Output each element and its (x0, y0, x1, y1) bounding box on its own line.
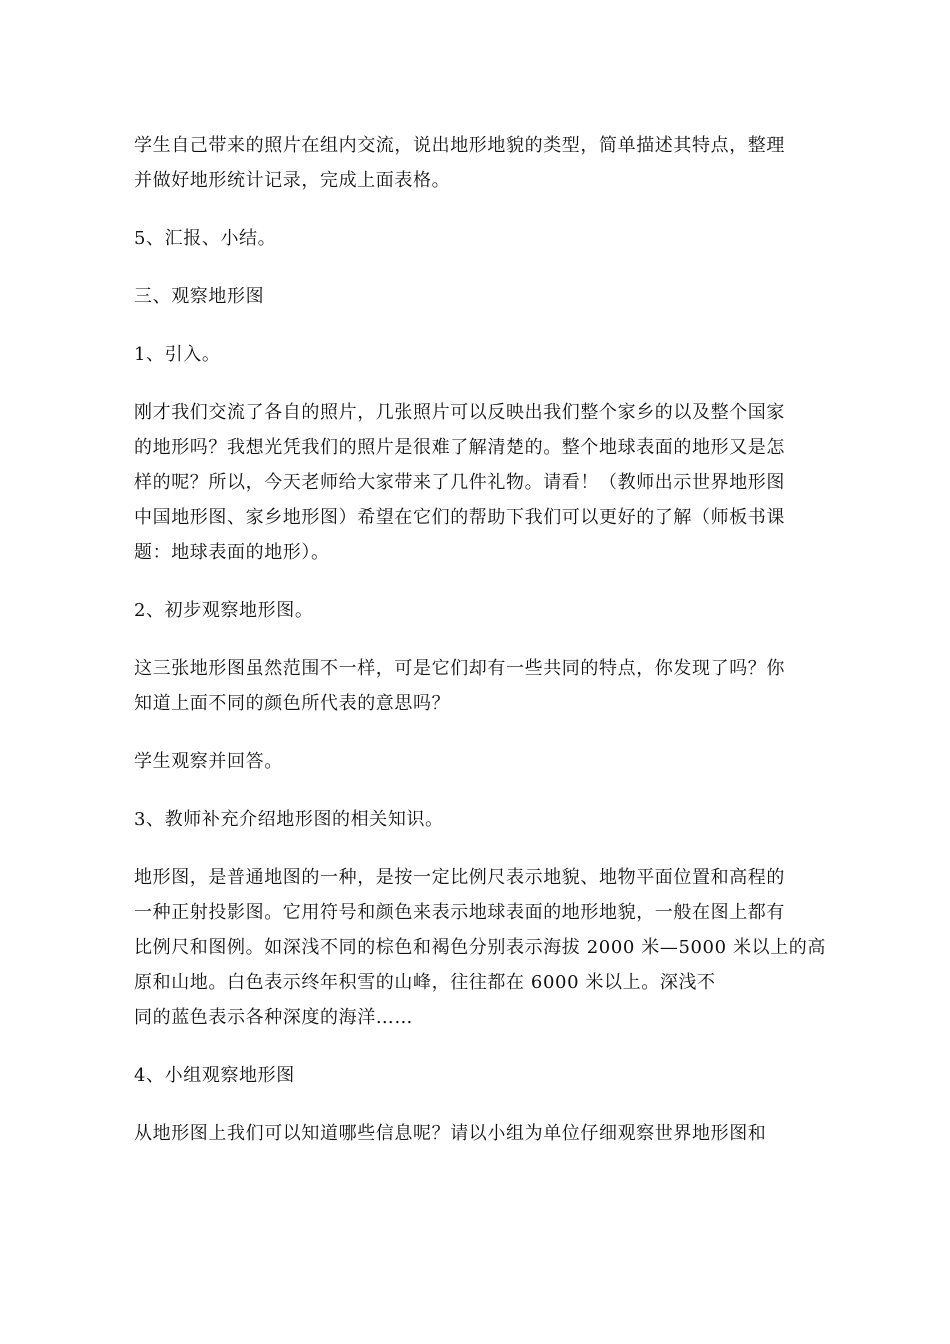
paragraph-introduction (134, 395, 834, 570)
paragraph-common-features (134, 651, 834, 721)
paragraph-group-task (134, 1116, 834, 1151)
text-line: 4、小组观察地形图 (134, 1065, 295, 1086)
text-line: 一种正射投影图。它用符号和颜色来表示地球表面的地形地貌，一般在图上都有 (134, 902, 785, 923)
text-line: 同的蓝色表示各种深度的海洋…… (134, 1007, 413, 1028)
paragraph-topographic-map-knowledge (134, 860, 834, 1035)
paragraph-photo-exchange (134, 128, 834, 198)
text-line: 3、教师补充介绍地形图的相关知识。 (134, 809, 444, 830)
step-heading-initial-observation (134, 593, 834, 628)
step-heading-group-observation (134, 1058, 834, 1093)
text-line: 知道上面不同的颜色所代表的意思吗？ (134, 693, 451, 714)
text-line: 2、初步观察地形图。 (134, 600, 314, 621)
text-line: 三、观察地形图 (134, 286, 265, 307)
step-heading-report (134, 221, 834, 256)
text-line: 学生自己带来的照片在组内交流，说出地形地貌的类型，简单描述其特点，整理 (134, 135, 785, 156)
step-heading-teacher-supplement (134, 802, 834, 837)
text-line: 中国地形图、家乡地形图）希望在它们的帮助下我们可以更好的了解（师板书课 (134, 507, 785, 528)
text-line: 比例尺和图例。如深浅不同的棕色和褐色分别表示海拔 2000 米—5000 米以上的高 (134, 937, 826, 958)
text-line: 并做好地形统计记录，完成上面表格。 (134, 170, 451, 191)
text-line: 刚才我们交流了各自的照片，几张照片可以反映出我们整个家乡的以及整个国家 (134, 402, 785, 423)
text-line: 从地形图上我们可以知道哪些信息呢？请以小组为单位仔细观察世界地形图和 (134, 1123, 767, 1144)
text-line: 5、汇报、小结。 (134, 228, 277, 249)
paragraph-students-answer (134, 744, 834, 779)
text-line: 原和山地。白色表示终年积雪的山峰，往往都在 6000 米以上。深浅不 (134, 972, 716, 993)
text-line: 题：地球表面的地形）。 (134, 542, 330, 563)
text-line: 学生观察并回答。 (134, 751, 283, 772)
text-line: 这三张地形图虽然范围不一样，可是它们却有一些共同的特点，你发现了吗？你 (134, 658, 785, 679)
text-line: 的地形吗？我想光凭我们的照片是很难了解清楚的。整个地球表面的地形又是怎 (134, 437, 785, 458)
section-heading-observe-map (134, 279, 834, 314)
text-line: 1、引入。 (134, 344, 221, 365)
text-line: 样的呢？所以，今天老师给大家带来了几件礼物。请看！（教师出示世界地形图 (134, 472, 785, 493)
document-page (134, 128, 834, 1151)
text-line: 地形图，是普通地图的一种，是按一定比例尺表示地貌、地物平面位置和高程的 (134, 867, 785, 888)
step-heading-introduction (134, 337, 834, 372)
